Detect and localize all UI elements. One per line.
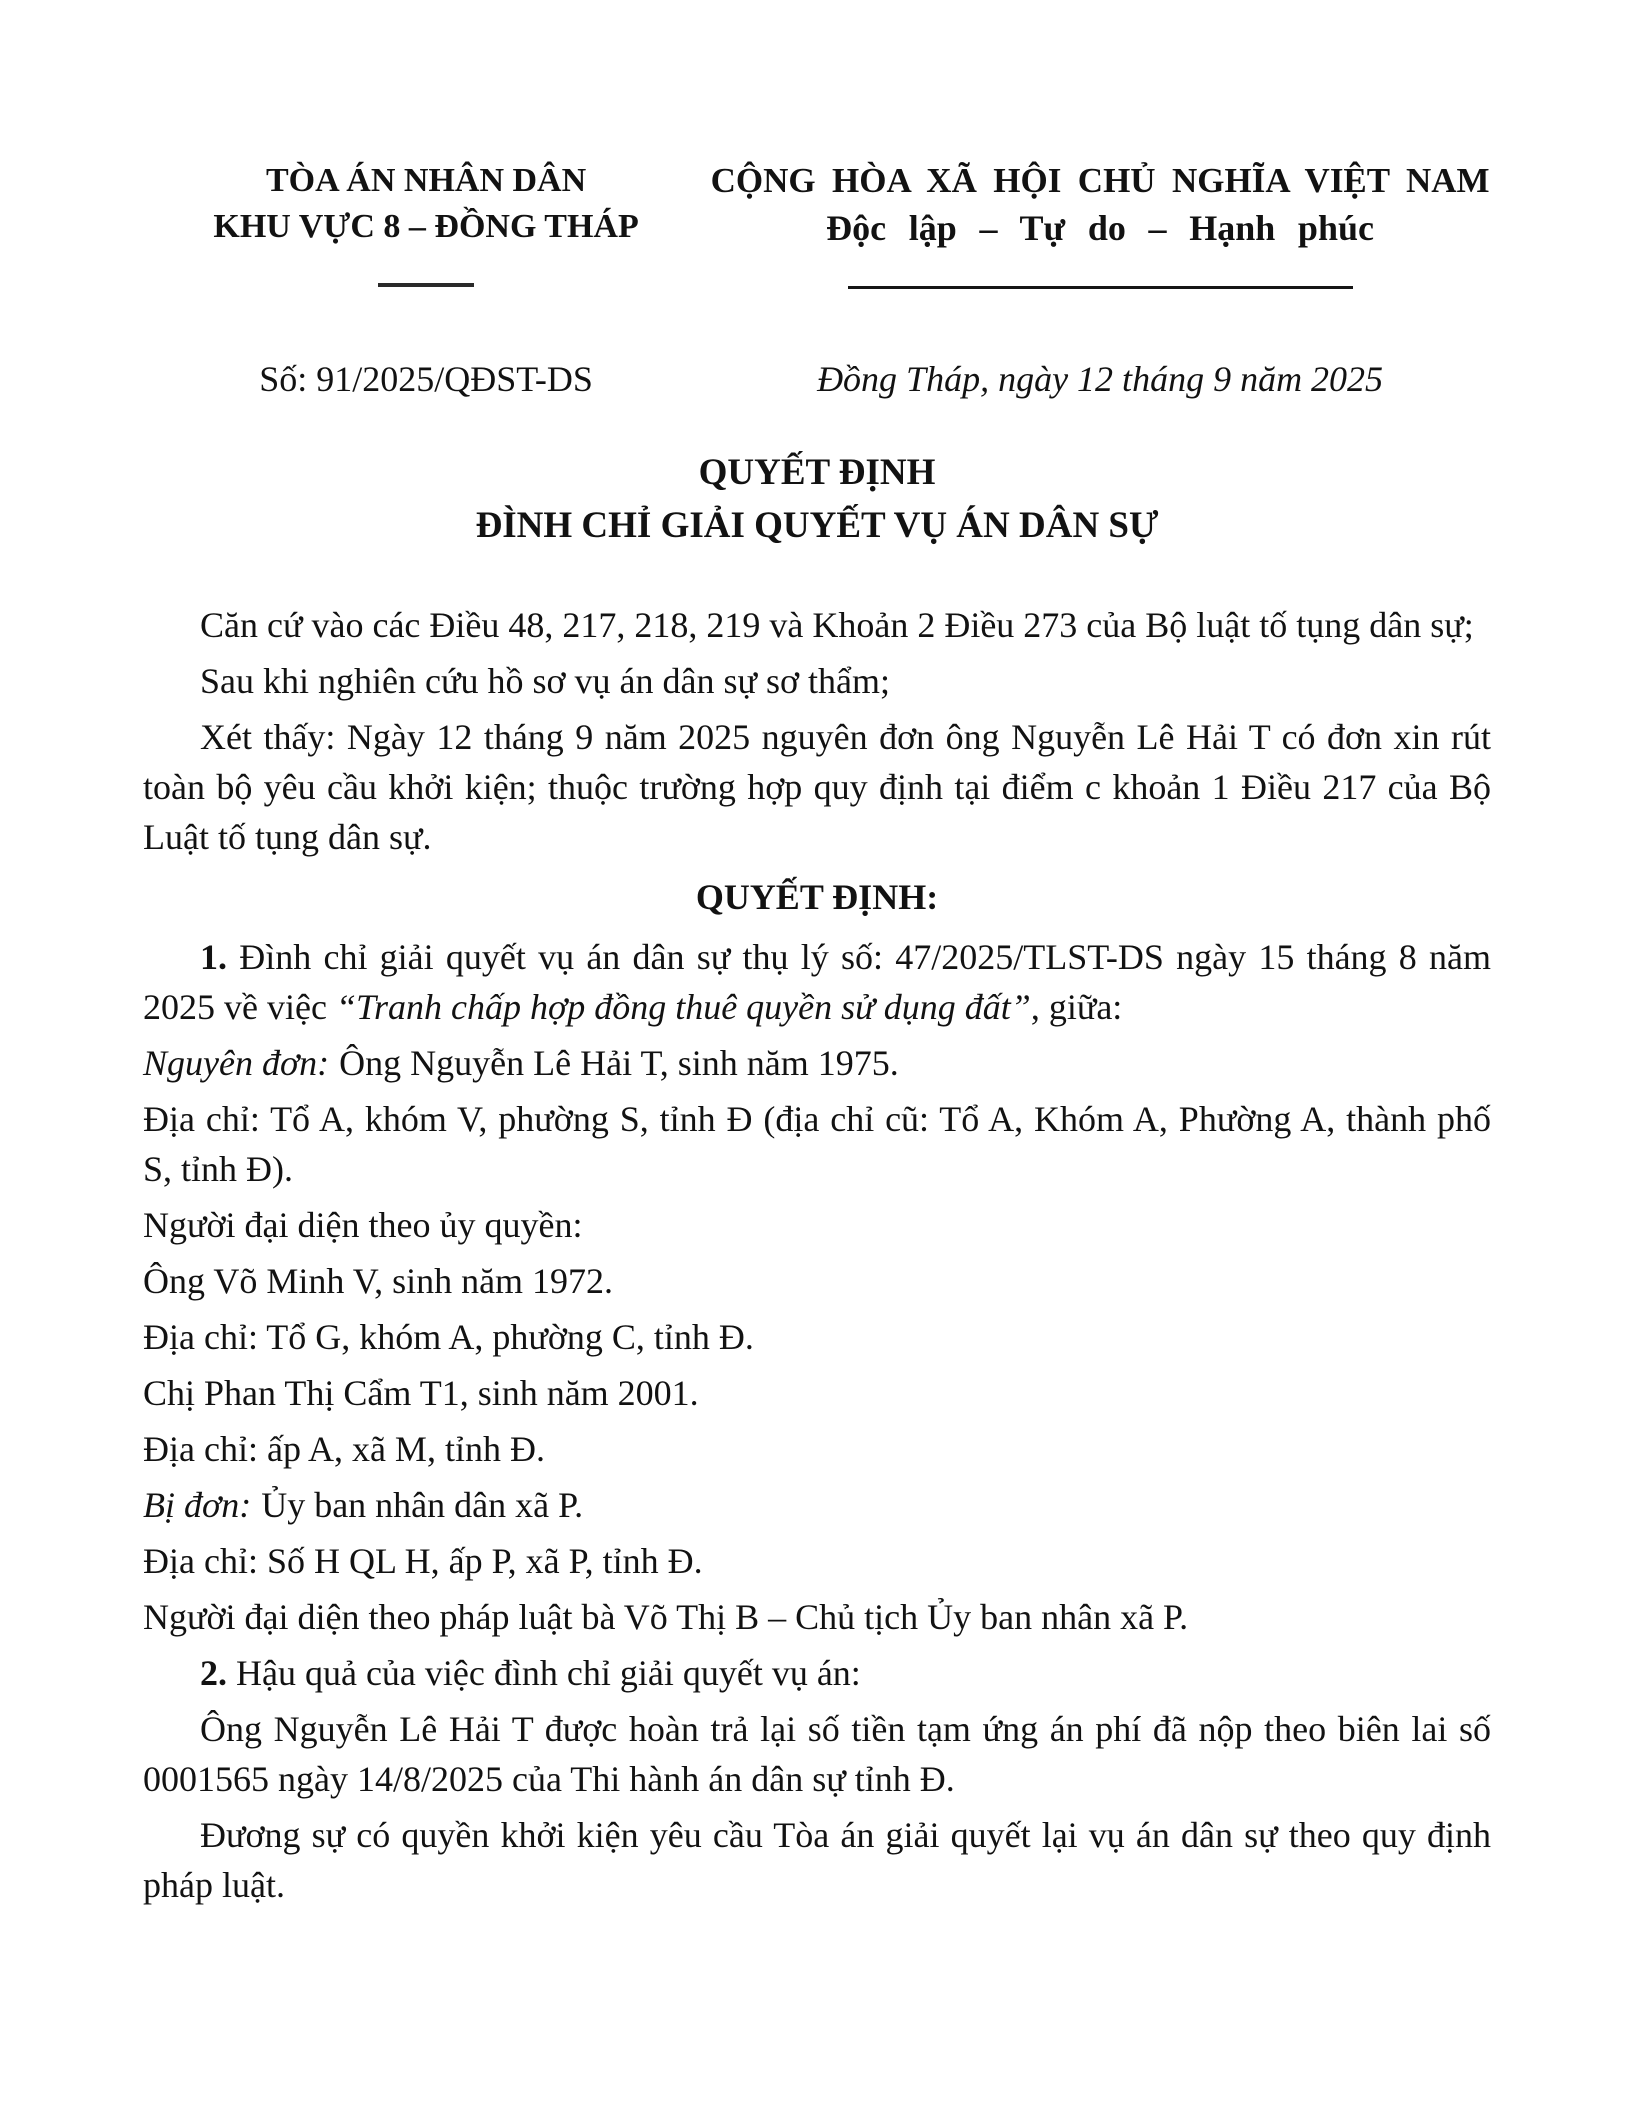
- plaintiff-label: Nguyên đơn:: [143, 1043, 330, 1083]
- decision-section-heading: QUYẾT ĐỊNH:: [695, 877, 939, 917]
- decision-title-line2: ĐÌNH CHỈ GIẢI QUYẾT VỤ ÁN DÂN SỰ: [475, 505, 1159, 546]
- document-body: [143, 600, 1491, 1910]
- court-name-divider: [378, 283, 474, 287]
- right-to-sue-paragraph: Đương sự có quyền khởi kiện yêu cầu Tòa án giải quyết lại vụ án dân sự theo quy định pháp luật.: [143, 1815, 1491, 1905]
- finding-paragraph: Xét thấy: Ngày 12 tháng 9 năm 2025 nguyên đơn ông Nguyễn Lê Hải T có đơn xin rút toàn bộ yêu cầu khởi kiện; thuộc trường hợp quy định tại điểm c khoản 1 Điều 217 của Bộ Luật tố tụng dân sự.: [143, 717, 1491, 857]
- national-motto-line1: CỘNG HÒA XÃ HỘI CHỦ NGHĨA VIỆT NAM: [710, 161, 1490, 200]
- article-2-paragraph: [143, 1648, 1491, 1698]
- review-paragraph: Sau khi nghiên cứu hồ sơ vụ án dân sự sơ thẩm;: [200, 661, 891, 701]
- plaintiff-detail: Ông Nguyễn Lê Hải T, sinh năm 1975.: [339, 1043, 899, 1083]
- case-name-quote: “Tranh chấp hợp đồng thuê quyền sử dụng đất”: [335, 987, 1031, 1027]
- defendant-legal-rep-line: Người đại diện theo pháp luật bà Võ Thị B – Chủ tịch Ủy ban nhân xã P.: [143, 1597, 1189, 1637]
- plaintiff-address-line: Địa chỉ: Tổ A, khóm V, phường S, tỉnh Đ (địa chỉ cũ: Tổ A, Khóm A, Phường A, thành phố S, tỉnh Đ).: [143, 1099, 1491, 1189]
- court-name-line1: TÒA ÁN NHÂN DÂN: [265, 162, 587, 199]
- article-1-text-after-quote: , giữa:: [1030, 987, 1123, 1027]
- article-1-paragraph: [143, 932, 1491, 1032]
- article-1-number: 1.: [200, 937, 227, 977]
- defendant-detail: Ủy ban nhân dân xã P.: [261, 1485, 584, 1525]
- plaintiff-line: [143, 1038, 1491, 1088]
- court-name-line2: KHU VỰC 8 – ĐỒNG THÁP: [213, 208, 639, 245]
- court-name-block: [143, 158, 709, 302]
- national-motto-line2: Độc lập – Tự do – Hạnh phúc: [826, 208, 1374, 248]
- number-date-row: [143, 354, 1491, 404]
- place-and-date: Đồng Tháp, ngày 12 tháng 9 năm 2025: [817, 359, 1384, 399]
- article-2-text: Hậu quả của việc đình chỉ giải quyết vụ án:: [227, 1653, 861, 1693]
- refund-paragraph: Ông Nguyễn Lê Hải T được hoàn trả lại số tiền tạm ứng án phí đã nộp theo biên lai số 0001565 ngày 14/8/2025 của Thi hành án dân sự tỉnh Đ.: [143, 1709, 1491, 1799]
- article-2-number: 2.: [200, 1653, 227, 1693]
- national-header-block: [709, 158, 1491, 302]
- defendant-line: [143, 1480, 1491, 1530]
- representative2-line: Chị Phan Thị Cẩm T1, sinh năm 2001.: [143, 1373, 699, 1413]
- decision-title-line1: QUYẾT ĐỊNH: [698, 452, 936, 493]
- decision-title: [143, 446, 1491, 552]
- representative1-line: Ông Võ Minh V, sinh năm 1972.: [143, 1261, 614, 1301]
- defendant-address-line: Địa chỉ: Số H QL H, ấp P, xã P, tỉnh Đ.: [143, 1541, 703, 1581]
- representative2-address-line: Địa chỉ: ấp A, xã M, tỉnh Đ.: [143, 1429, 545, 1469]
- defendant-label: Bị đơn:: [143, 1485, 252, 1525]
- article-1-text-before-quote: Đình chỉ giải quyết vụ án dân sự thụ lý số: 47/2025/TLST-DS ngày 15 tháng 8 năm 2025 về việc: [143, 937, 1491, 1027]
- national-motto-divider: [848, 286, 1353, 289]
- representative-heading-line: Người đại diện theo ủy quyền:: [143, 1205, 583, 1245]
- representative1-address-line: Địa chỉ: Tổ G, khóm A, phường C, tỉnh Đ.: [143, 1317, 754, 1357]
- document-number: Số: 91/2025/QĐST-DS: [259, 359, 593, 399]
- document-header: [143, 158, 1491, 302]
- legal-basis-paragraph: Căn cứ vào các Điều 48, 217, 218, 219 và Khoản 2 Điều 273 của Bộ luật tố tụng dân sự;: [200, 605, 1474, 645]
